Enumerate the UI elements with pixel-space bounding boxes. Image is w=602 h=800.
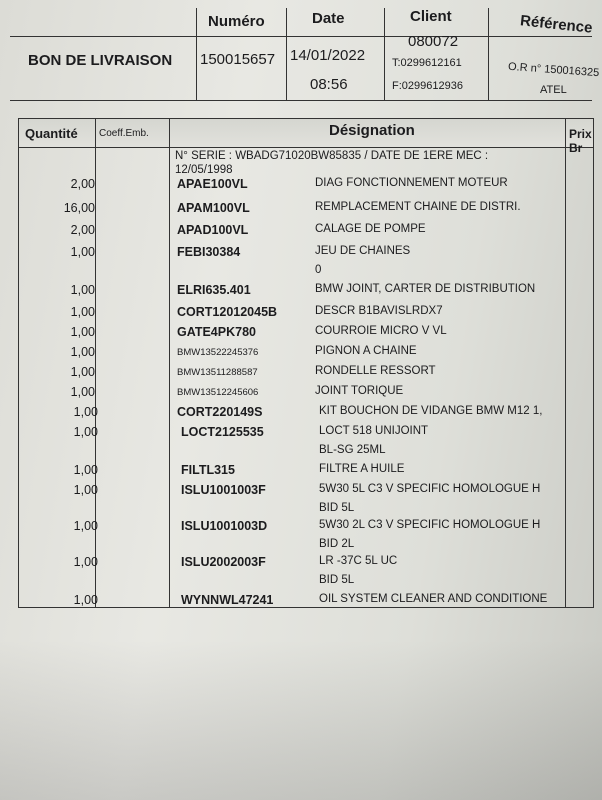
row-designation: JOINT TORIQUE	[315, 385, 404, 397]
client-value: 080072	[408, 33, 459, 50]
col-prix: Prix Br	[569, 127, 592, 155]
row-designation: BMW JOINT, CARTER DE DISTRIBUTION	[315, 283, 536, 295]
paper-shadow	[0, 640, 602, 800]
row-quantity: 16,00	[63, 201, 95, 215]
serie-date: 12/05/1998	[175, 164, 233, 176]
row-designation: LOCT 518 UNIJOINT	[319, 425, 429, 437]
column-line	[565, 119, 566, 607]
row-quantity: 1,00	[70, 325, 95, 339]
row-designation: REMPLACEMENT CHAINE DE DISTRI.	[315, 201, 521, 213]
col-designation: Désignation	[329, 122, 415, 139]
header-column-line	[488, 8, 489, 100]
row-reference: BMW13512245606	[177, 387, 259, 398]
row-reference: ELRI635.401	[177, 283, 251, 297]
reference-value: O.R n° 150016325	[507, 60, 600, 80]
row-reference: CORT220149S	[177, 405, 263, 419]
row-quantity: 1,00	[73, 405, 98, 419]
row-quantity: 1,00	[70, 385, 95, 399]
row-designation: DESCR B1BAVISLRDX7	[315, 305, 443, 317]
row-designation: COURROIE MICRO V VL	[315, 325, 447, 337]
row-designation: OIL SYSTEM CLEANER AND CONDITIONE	[319, 593, 548, 605]
row-reference: ISLU1001003D	[181, 519, 268, 533]
client-fax: F:0299612936	[392, 80, 463, 92]
row-quantity: 1,00	[73, 463, 98, 477]
header-divider	[10, 36, 592, 37]
row-designation: CALAGE DE POMPE	[315, 223, 426, 235]
row-quantity: 1,00	[73, 593, 98, 607]
row-designation-extra: BID 2L	[319, 538, 355, 550]
row-designation: 5W30 2L C3 V SPECIFIC HOMOLOGUE H	[319, 519, 541, 531]
row-designation-extra: BID 5L	[319, 574, 355, 586]
row-designation: PIGNON A CHAINE	[315, 345, 417, 357]
row-designation: JEU DE CHAINES	[315, 245, 411, 257]
row-designation: DIAG FONCTIONNEMENT MOTEUR	[315, 177, 508, 189]
col-quantite: Quantité	[25, 126, 78, 141]
row-designation-extra: BID 5L	[319, 502, 355, 514]
row-reference: ISLU2002003F	[181, 555, 266, 569]
reference-sub: ATEL	[540, 84, 567, 96]
row-quantity: 2,00	[70, 223, 95, 237]
row-designation: 5W30 5L C3 V SPECIFIC HOMOLOGUE H	[319, 483, 541, 495]
row-quantity: 2,00	[70, 177, 95, 191]
document-title: BON DE LIVRAISON	[28, 52, 173, 69]
row-quantity: 1,00	[70, 305, 95, 319]
time-value: 08:56	[310, 76, 348, 93]
row-quantity: 1,00	[70, 365, 95, 379]
header-column-line	[384, 8, 385, 100]
row-reference: CORT12012045B	[177, 305, 278, 319]
header-bottom-line	[10, 100, 592, 101]
row-reference: FILTL315	[181, 463, 235, 477]
date-label: Date	[312, 10, 345, 27]
client-phone: T:0299612161	[392, 57, 462, 69]
row-quantity: 1,00	[73, 483, 98, 497]
header-column-line	[286, 8, 287, 100]
col-coeff: Coeff.Emb.	[99, 128, 149, 139]
row-reference: WYNNWL47241	[181, 593, 274, 607]
numero-value: 150015657	[200, 51, 276, 68]
row-quantity: 1,00	[73, 555, 98, 569]
date-value: 14/01/2022	[290, 47, 366, 64]
reference-label: Référence	[519, 12, 594, 37]
row-reference: GATE4PK780	[177, 325, 256, 339]
row-reference: BMW13522245376	[177, 347, 259, 358]
column-line	[169, 119, 170, 607]
row-reference: APAE100VL	[177, 177, 248, 191]
row-quantity: 1,00	[73, 519, 98, 533]
row-quantity: 1,00	[70, 245, 95, 259]
row-reference: FEBI30384	[177, 245, 241, 259]
row-designation: KIT BOUCHON DE VIDANGE BMW M12 1,	[319, 405, 543, 417]
row-reference: ISLU1001003F	[181, 483, 266, 497]
row-designation: LR -37C 5L UC	[319, 555, 398, 567]
row-designation: RONDELLE RESSORT	[315, 365, 436, 377]
numero-label: Numéro	[208, 13, 265, 30]
row-reference: LOCT2125535	[181, 425, 264, 439]
items-table	[18, 118, 594, 608]
client-label: Client	[410, 8, 452, 25]
row-designation-extra: BL-SG 25ML	[319, 444, 386, 456]
row-reference: APAM100VL	[177, 201, 250, 215]
row-quantity: 1,00	[70, 283, 95, 297]
row-designation: FILTRE A HUILE	[319, 463, 405, 475]
row-reference: APAD100VL	[177, 223, 249, 237]
row-reference: BMW13511288587	[177, 367, 258, 378]
row-designation-extra: 0	[315, 264, 322, 276]
row-quantity: 1,00	[73, 425, 98, 439]
row-quantity: 1,00	[70, 345, 95, 359]
serie-line: N° SERIE : WBADG71020BW85835 / DATE DE 1ERE MEC :	[175, 150, 489, 162]
column-line	[95, 119, 96, 607]
header-column-line	[196, 8, 197, 100]
